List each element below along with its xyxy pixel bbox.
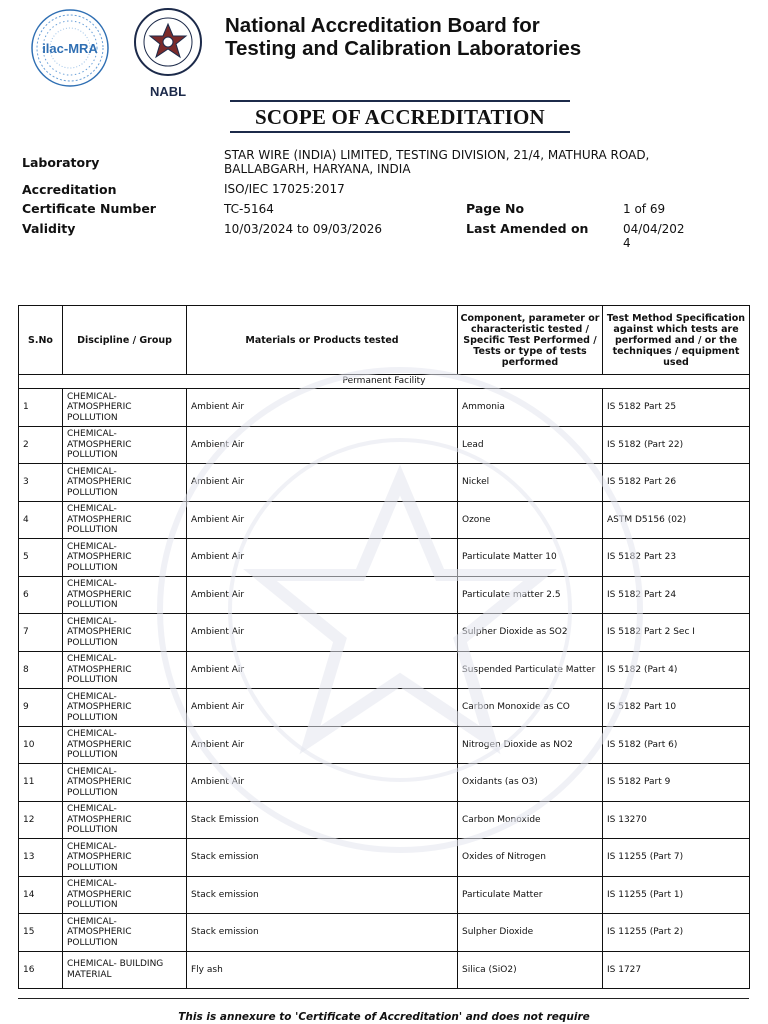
nabl-logo-text: NABL (149, 84, 187, 99)
cell-test-method: IS 11255 (Part 7) (603, 839, 750, 877)
cell-test-method: IS 11255 (Part 1) (603, 876, 750, 914)
cell-material: Ambient Air (187, 576, 458, 614)
cell-test-method: IS 5182 (Part 4) (603, 651, 750, 689)
page-value: 1 of 69 (623, 202, 666, 216)
table-row (19, 689, 750, 727)
cell-sno: 7 (19, 614, 63, 652)
cell-discipline: CHEMICAL- ATMOSPHERIC POLLUTION (63, 651, 187, 689)
table-row (19, 389, 750, 427)
cell-material: Fly ash (187, 951, 458, 989)
cell-sno: 2 (19, 426, 63, 464)
table-header-row (19, 306, 750, 375)
cell-test-method: IS 5182 Part 23 (603, 539, 750, 577)
cell-component: Sulpher Dioxide (458, 914, 603, 952)
footer-note: This is annexure to 'Certificate of Accreditation' and does not require (178, 1011, 590, 1023)
validity-label: Validity (22, 221, 76, 236)
cell-discipline: CHEMICAL- ATMOSPHERIC POLLUTION (63, 576, 187, 614)
cell-discipline: CHEMICAL- ATMOSPHERIC POLLUTION (63, 689, 187, 727)
cell-component: Particulate Matter (458, 876, 603, 914)
cell-discipline: CHEMICAL- BUILDING MATERIAL (63, 951, 187, 989)
document-title: SCOPE OF ACCREDITATION (255, 105, 545, 129)
cell-material: Ambient Air (187, 464, 458, 502)
cell-sno: 8 (19, 651, 63, 689)
cell-material: Ambient Air (187, 426, 458, 464)
cell-component: Ozone (458, 501, 603, 539)
cell-component: Suspended Particulate Matter (458, 651, 603, 689)
board-title-line2: Testing and Calibration Laboratories (225, 37, 582, 60)
table-row (19, 951, 750, 989)
cell-component: Silica (SiO2) (458, 951, 603, 989)
table-row (19, 539, 750, 577)
laboratory-value: STAR WIRE (INDIA) LIMITED, TESTING DIVISION, 21/4, MATHURA ROAD, BALLABGARH, HARYANA, INDIA (224, 148, 650, 176)
ilac-mra-logo (28, 8, 112, 88)
cell-discipline: CHEMICAL- ATMOSPHERIC POLLUTION (63, 839, 187, 877)
cell-test-method: IS 5182 Part 9 (603, 764, 750, 802)
cell-component: Carbon Monoxide (458, 801, 603, 839)
cell-discipline: CHEMICAL- ATMOSPHERIC POLLUTION (63, 389, 187, 427)
cell-component: Nitrogen Dioxide as NO2 (458, 726, 603, 764)
accreditation-value: ISO/IEC 17025:2017 (224, 182, 345, 196)
cell-test-method: IS 5182 Part 24 (603, 576, 750, 614)
cell-sno: 14 (19, 876, 63, 914)
cell-test-method: IS 5182 Part 2 Sec I (603, 614, 750, 652)
header-test-method: Test Method Specification against which tests are performed and / or the techniques / equipment used (603, 306, 750, 375)
cell-test-method: IS 5182 Part 25 (603, 389, 750, 427)
cell-sno: 11 (19, 764, 63, 802)
table-row (19, 764, 750, 802)
cell-material: Ambient Air (187, 614, 458, 652)
cell-component: Nickel (458, 464, 603, 502)
cell-sno: 4 (19, 501, 63, 539)
table-row (19, 501, 750, 539)
cell-component: Oxidants (as O3) (458, 764, 603, 802)
cell-discipline: CHEMICAL- ATMOSPHERIC POLLUTION (63, 726, 187, 764)
cell-test-method: IS 5182 (Part 22) (603, 426, 750, 464)
board-title (225, 14, 581, 60)
table-row (19, 426, 750, 464)
table-row (19, 726, 750, 764)
certificate-label: Certificate Number (22, 201, 156, 216)
cell-sno: 3 (19, 464, 63, 502)
cell-discipline: CHEMICAL- ATMOSPHERIC POLLUTION (63, 876, 187, 914)
cell-test-method: IS 5182 (Part 6) (603, 726, 750, 764)
header-sno: S.No (19, 306, 63, 375)
cell-sno: 5 (19, 539, 63, 577)
table-row (19, 651, 750, 689)
cell-sno: 15 (19, 914, 63, 952)
cell-sno: 9 (19, 689, 63, 727)
cell-discipline: CHEMICAL- ATMOSPHERIC POLLUTION (63, 764, 187, 802)
last-amended-label: Last Amended on (466, 221, 589, 236)
cell-test-method: IS 1727 (603, 951, 750, 989)
facility-row (19, 375, 750, 389)
cell-component: Particulate matter 2.5 (458, 576, 603, 614)
cell-discipline: CHEMICAL- ATMOSPHERIC POLLUTION (63, 501, 187, 539)
cell-test-method: IS 5182 Part 26 (603, 464, 750, 502)
table-row (19, 614, 750, 652)
cell-material: Ambient Air (187, 501, 458, 539)
table-row (19, 801, 750, 839)
cell-material: Stack emission (187, 839, 458, 877)
document-title-box (230, 100, 570, 133)
page-label: Page No (466, 201, 525, 216)
cell-material: Ambient Air (187, 726, 458, 764)
cell-sno: 13 (19, 839, 63, 877)
ilac-logo-text: ilac-MRA (42, 41, 98, 56)
accreditation-label: Accreditation (22, 182, 117, 197)
cell-component: Ammonia (458, 389, 603, 427)
cell-material: Ambient Air (187, 764, 458, 802)
validity-value: 10/03/2024 to 09/03/2026 (224, 222, 383, 236)
cell-test-method: ASTM D5156 (02) (603, 501, 750, 539)
cell-discipline: CHEMICAL- ATMOSPHERIC POLLUTION (63, 464, 187, 502)
certificate-value: TC-5164 (224, 202, 274, 216)
cell-discipline: CHEMICAL- ATMOSPHERIC POLLUTION (63, 614, 187, 652)
cell-discipline: CHEMICAL- ATMOSPHERIC POLLUTION (63, 539, 187, 577)
cell-component: Lead (458, 426, 603, 464)
table-row (19, 876, 750, 914)
cell-component: Particulate Matter 10 (458, 539, 603, 577)
cell-sno: 1 (19, 389, 63, 427)
cell-test-method: IS 11255 (Part 2) (603, 914, 750, 952)
cell-component: Oxides of Nitrogen (458, 839, 603, 877)
header-component: Component, parameter or characteristic tested / Specific Test Performed / Tests or type of tests performed (458, 306, 603, 375)
nabl-logo (130, 6, 206, 102)
cell-discipline: CHEMICAL- ATMOSPHERIC POLLUTION (63, 426, 187, 464)
header-discipline: Discipline / Group (63, 306, 187, 375)
cell-component: Carbon Monoxide as CO (458, 689, 603, 727)
header-materials: Materials or Products tested (187, 306, 458, 375)
cell-material: Ambient Air (187, 651, 458, 689)
cell-discipline: CHEMICAL- ATMOSPHERIC POLLUTION (63, 914, 187, 952)
cell-test-method: IS 13270 (603, 801, 750, 839)
last-amended-value: 04/04/2024 (623, 222, 685, 250)
laboratory-label: Laboratory (22, 155, 100, 170)
cell-sno: 6 (19, 576, 63, 614)
scope-table (18, 305, 750, 989)
cell-component: Sulpher Dioxide as SO2 (458, 614, 603, 652)
cell-material: Ambient Air (187, 389, 458, 427)
cell-sno: 12 (19, 801, 63, 839)
cell-test-method: IS 5182 Part 10 (603, 689, 750, 727)
board-title-line1: National Accreditation Board for (225, 14, 540, 37)
table-row (19, 464, 750, 502)
cell-sno: 16 (19, 951, 63, 989)
cell-discipline: CHEMICAL- ATMOSPHERIC POLLUTION (63, 801, 187, 839)
cell-material: Stack emission (187, 876, 458, 914)
cell-sno: 10 (19, 726, 63, 764)
table-row (19, 576, 750, 614)
facility-label: Permanent Facility (19, 375, 750, 389)
table-row (19, 839, 750, 877)
table-row (19, 914, 750, 952)
cell-material: Ambient Air (187, 539, 458, 577)
footer-divider (18, 998, 749, 999)
cell-material: Stack Emission (187, 801, 458, 839)
cell-material: Stack emission (187, 914, 458, 952)
cell-material: Ambient Air (187, 689, 458, 727)
